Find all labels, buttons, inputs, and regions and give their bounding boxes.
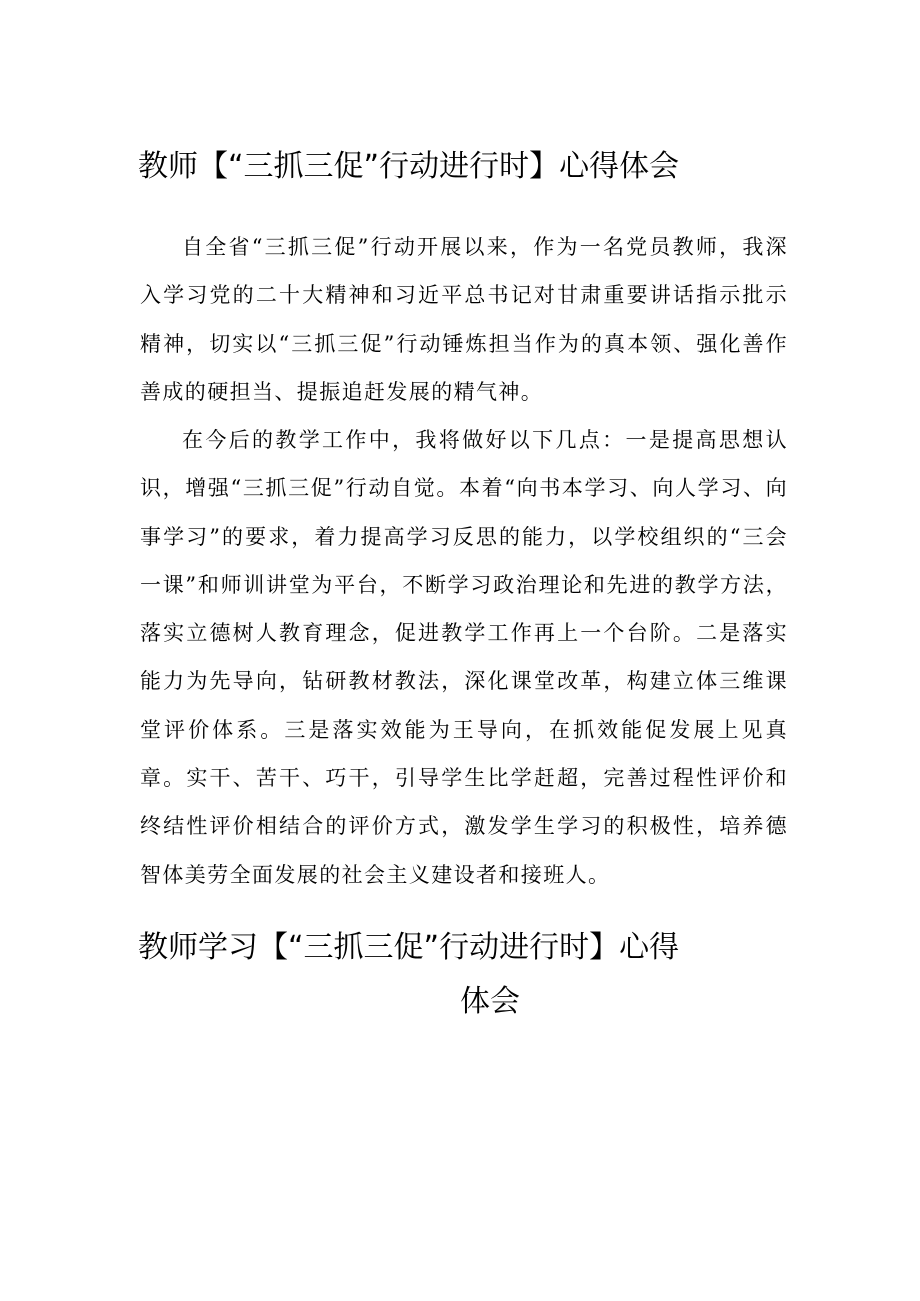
article-title-2-line-1: 教师学习【“三抓三促”行动进行时】心得: [138, 930, 680, 965]
article-title-2-line-2: 体会: [460, 984, 520, 1019]
article-1-paragraph-1: 自全省“三抓三促”行动开展以来，作为一名党员教师，我深入学习党的二十大精神和习近平总书记对甘肃重要讲话指示批示精神，切实以“三抓三促”行动锤炼担当作为的真本领、强化善作善成的硬担当、提振追赶发展的精气神。: [140, 235, 788, 404]
article-title-1: 教师【“三抓三促”行动进行时】心得体会: [138, 149, 680, 184]
article-1-paragraph-2: 在今后的教学工作中，我将做好以下几点：一是提高思想认识，增强“三抓三促”行动自觉。本着“向书本学习、向人学习、向事学习”的要求，着力提高学习反思的能力，以学校组织的“三会一课”和师训讲堂为平台，不断学习政治理论和先进的教学方法，落实立德树人教育理念，促进教学工作再上一个台阶。二是落实能力为先导向，钻研教材教法，深化课堂改革，构建立体三维课堂评价体系。三是落实效能为王导向，在抓效能促发展上见真章。实干、苦干、巧干，引导学生比学赶超，完善过程性评价和终结性评价相结合的评价方式，激发学生学习的积极性，培养德智体美劳全面发展的社会主义建设者和接班人。: [140, 428, 788, 887]
